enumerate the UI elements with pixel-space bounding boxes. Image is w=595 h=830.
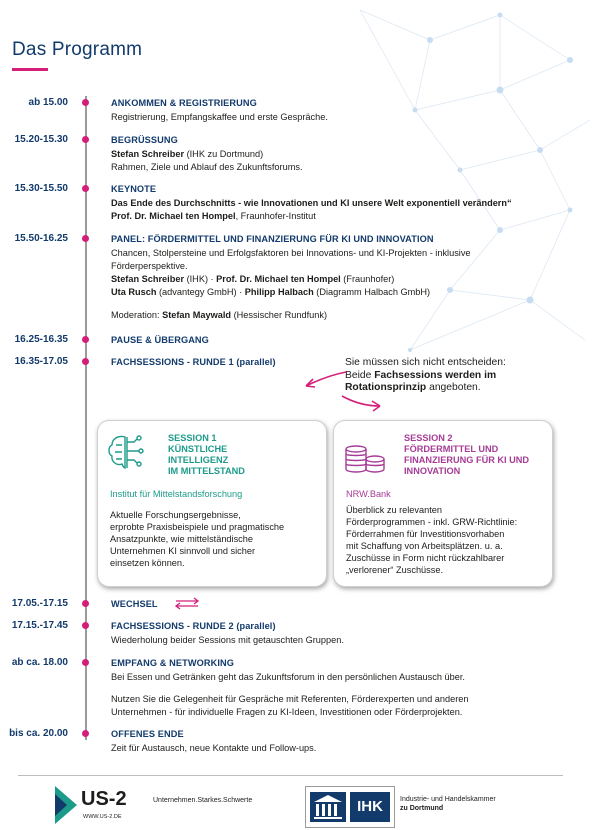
ihk-name-line: zu Dortmund: [400, 805, 444, 812]
moderator-affiliation: (Hessischer Rundfunk): [231, 310, 328, 320]
us2-logo-text: US-2: [81, 788, 127, 810]
session-text-line: Unternehmen KI sinnvoll und sicher: [110, 546, 256, 556]
session-1-card: [97, 420, 327, 587]
time-label: 16.35-17.05: [14, 356, 68, 367]
session-title-line: FINANZIERUNG FÜR KI UND: [404, 455, 530, 465]
rotation-note: [345, 357, 555, 395]
speaker-affiliation: , Fraunhofer-Institut: [235, 211, 316, 221]
session-title-line: INTELLIGENZ: [168, 455, 229, 465]
us2-arrow-icon: [55, 786, 77, 824]
us2-url: WWW.US-2.DE: [83, 814, 122, 820]
us2-logo: [55, 786, 135, 826]
moderation-label: Moderation:: [111, 310, 163, 320]
agenda-text: Nutzen Sie die Gelegenheit für Gespräche mit Referenten, Förderexperten und anderen: [111, 694, 469, 704]
session-text-line: einsetzen können.: [110, 558, 185, 568]
timeline-dot: [82, 336, 89, 343]
session-text-line: mit Schaffung von Arbeitsplätzen. u. a.: [346, 541, 503, 551]
timeline-dot: [82, 600, 89, 607]
agenda-heading: ANKOMMEN & REGISTRIERUNG: [111, 98, 257, 108]
ihk-name: [400, 795, 530, 813]
agenda-text: Chancen, Stolpersteine und Erfolgsfaktoren bei Innovations- und KI-Projekten - inklusive: [111, 248, 471, 258]
agenda-heading: FACHSESSIONS - RUNDE 1 (parallel): [111, 357, 276, 367]
agenda-heading: EMPFANG & NETWORKING: [111, 658, 234, 668]
agenda-text: Förderperspektive.: [111, 261, 188, 271]
session-title-line: SESSION 2: [404, 433, 453, 443]
speaker-name: Prof. Dr. Michael ten Hompel: [111, 211, 236, 221]
time-label: ab ca. 18.00: [11, 657, 68, 668]
session-title-line: FÖRDERMITTEL UND: [404, 444, 499, 454]
rotation-note-line: [345, 370, 555, 383]
panel-speakers: [111, 286, 571, 299]
agenda-heading: PANEL: FÖRDERMITTEL UND FINANZIERUNG FÜR KI UND INNOVATION: [111, 234, 434, 244]
swap-arrows-icon: [172, 596, 202, 610]
time-label: 15.30-15.50: [14, 183, 68, 194]
agenda-text: Rahmen, Ziele und Ablauf des Zukunftsforums.: [111, 162, 303, 172]
moderation-line: [111, 309, 571, 322]
agenda-speaker: [111, 148, 571, 161]
session-text-line: Überblick zu relevanten: [346, 505, 443, 515]
session-text-line: „verlorener“ Zuschüsse.: [346, 565, 444, 575]
footer-divider: [18, 775, 563, 776]
time-label: 16.25-16.35: [14, 334, 68, 345]
session-title-line: KÜNSTLICHE: [168, 444, 228, 454]
timeline-dot: [82, 185, 89, 192]
arrow-right-icon: [340, 392, 386, 414]
ihk-logo: [305, 786, 395, 828]
ihk-name-line: Industrie- und Handelskammer: [400, 796, 496, 803]
rotation-note-text: angeboten.: [426, 382, 481, 393]
timeline-dot: [82, 659, 89, 666]
session-text-line: erprobte Praxisbeispiele und pragmatische: [110, 522, 285, 532]
session-2-org: NRW.Bank: [346, 489, 391, 499]
speaker-affiliation: (IHK) ·: [184, 274, 217, 284]
agenda-text: Bei Essen und Getränken geht das Zukunftsforum in den persönlichen Austausch über.: [111, 672, 465, 682]
time-label: 15.50-16.25: [14, 233, 68, 244]
speaker-affiliation: (Fraunhofer): [340, 274, 395, 284]
time-label: 15.20-15.30: [14, 134, 68, 145]
agenda-speaker: [111, 210, 571, 223]
session-text-line: Ansatzpunkte, wie mittelständische: [110, 534, 253, 544]
speaker-name: Uta Rusch: [111, 287, 157, 297]
session-text-line: Förderprogrammen - inkl. GRW-Richtlinie:: [346, 517, 518, 527]
rotation-note-line: Sie müssen sich nicht entscheiden:: [345, 357, 506, 368]
network-background-graphic: [300, 0, 595, 380]
page-title: Das Programm: [12, 39, 143, 60]
coin-stack-icon: [344, 443, 386, 475]
timeline-dot: [82, 622, 89, 629]
agenda-heading: PAUSE & ÜBERGANG: [111, 335, 209, 345]
speaker-name: Prof. Dr. Michael ten Hompel: [216, 274, 341, 284]
speaker-name: Stefan Schreiber: [111, 274, 185, 284]
agenda-heading: WECHSEL: [111, 599, 158, 609]
session-title-line: IM MITTELSTAND: [168, 466, 245, 476]
agenda-text: Zeit für Austausch, neue Kontakte und Follow-ups.: [111, 743, 317, 753]
agenda-text: Unternehmen - für individuelle Fragen zu KI-Ideen, Investitionen oder Förderprojekten.: [111, 707, 463, 717]
moderator-name: Stefan Maywald: [162, 310, 232, 320]
timeline-dot: [82, 730, 89, 737]
session-text-line: Zuschüsse in Form nicht rückzahlbarer: [346, 553, 505, 563]
ihk-building-icon: [310, 792, 346, 822]
speaker-name: Philipp Halbach: [244, 287, 314, 297]
timeline-dot: [82, 99, 89, 106]
rotation-note-text: Beide: [345, 369, 375, 381]
title-underline: [12, 68, 48, 71]
session-1-description: [110, 509, 284, 569]
time-label: 17.05.-17.15: [11, 598, 68, 609]
rotation-note-emphasis: Fachsessions werden im: [374, 369, 497, 381]
arrow-left-icon: [300, 368, 350, 390]
speaker-affiliation: (Diagramm Halbach GmbH): [313, 287, 431, 297]
speaker-affiliation: (advantegy GmbH) ·: [156, 287, 245, 297]
time-label: ab 15.00: [28, 97, 68, 108]
session-2-title: [404, 433, 529, 477]
agenda-heading: FACHSESSIONS - RUNDE 2 (parallel): [111, 621, 276, 631]
session-2-description: [346, 504, 517, 576]
session-title-line: SESSION 1: [168, 433, 217, 443]
brain-circuit-icon: [106, 433, 146, 471]
agenda-text: Registrierung, Empfangskaffee und erste Gespräche.: [111, 112, 328, 122]
session-text-line: Aktuelle Forschungsergebnisse,: [110, 510, 241, 520]
ihk-logo-text: IHK: [350, 792, 390, 822]
timeline-dot: [82, 358, 89, 365]
time-label: 17.15.-17.45: [11, 620, 68, 631]
session-1-title: [168, 433, 245, 477]
agenda-heading: KEYNOTE: [111, 184, 157, 194]
rotation-note-emphasis: Rotationsprinzip: [345, 382, 427, 393]
agenda-heading: BEGRÜSSUNG: [111, 135, 178, 145]
time-label: bis ca. 20.00: [9, 728, 68, 739]
timeline-dot: [82, 235, 89, 242]
session-2-card: [333, 420, 553, 587]
session-title-line: INNOVATION: [404, 466, 461, 476]
agenda-text: Wiederholung beider Sessions mit getauschten Gruppen.: [111, 635, 344, 645]
panel-speakers: [111, 273, 571, 286]
session-text-line: Förderrahmen für Investitionsvorhaben: [346, 529, 505, 539]
us2-tagline: Unternehmen.Starkes.Schwerte: [153, 797, 253, 804]
timeline-dot: [82, 136, 89, 143]
timeline-line: [85, 96, 87, 740]
agenda-heading: OFFENES ENDE: [111, 729, 184, 739]
session-1-org: Institut für Mittelstandsforschung: [110, 489, 243, 499]
speaker-name: Stefan Schreiber: [111, 149, 185, 159]
speaker-affiliation: (IHK zu Dortmund): [184, 149, 264, 159]
keynote-title: Das Ende des Durchschnitts - wie Innovationen und KI unsere Welt exponentiell verändern“: [111, 198, 512, 208]
